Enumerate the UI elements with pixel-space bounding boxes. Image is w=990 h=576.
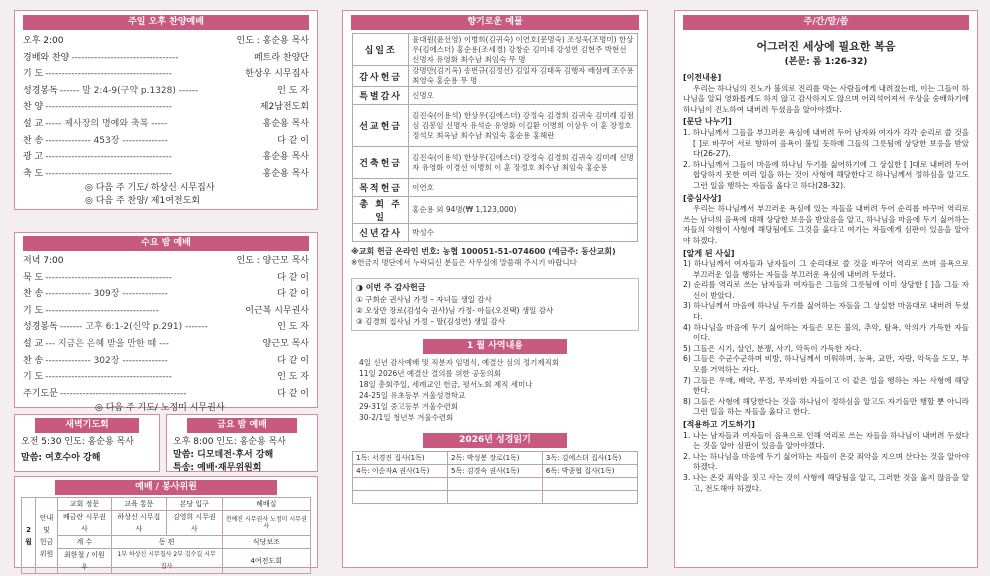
fact-item: 5) 그들은 시기, 살인, 분쟁, 사기, 악독이 가득한 자다. <box>683 343 862 353</box>
fact-item: 8) 그들은 사형에 해당한다는 것을 하나님이 정하심을 알고도 자기들만 행할 뿐 아니라 그런 일을 하는 자들을 옳다고 한다. <box>683 396 969 417</box>
wednesday-row-item: 기 도 <box>23 372 44 383</box>
wednesday-row-detail: -------------- 302장 -------------- <box>45 355 168 366</box>
sunday-row <box>15 33 317 50</box>
bible-reader <box>542 478 637 491</box>
intro-heading: [이전내용] <box>683 73 722 82</box>
volunteers-title: 예배 / 봉사위원 <box>55 480 277 495</box>
sunday-row-detail: ------ 말 2:4-9(구약 p.1328) ------ <box>59 85 199 96</box>
vr4: 전예진 시무권사 노정미 시무권사 <box>222 511 310 536</box>
wednesday-row-detail: --------------------------------------- <box>59 388 187 399</box>
offering-names: 김진숙(이용석) 한상우(김에스더) 강정숙 김경희 김귀숙 김미례 김점심 김봉임 신명자 유석순 유영화 이길환 이병희 이상우 이 훈 장정호 정석모 최옥남 최수남 최임숙 홍순용 홍헤란 <box>409 105 638 147</box>
vr2: 하상신 시무집사 <box>111 511 166 536</box>
wednesday-row-leader: 다 같 이 <box>277 388 309 399</box>
offering-names: 이연호 <box>409 179 638 197</box>
wednesday-row-leader: 인 도 자 <box>277 322 309 333</box>
core-text: 우리는 하나님께서 부끄러운 욕심에 있는 자들을 내버려 두어 순리를 바꾸어 역리로 쓰는 남녀의 음욕에 대해 상당한 보응을 받았음을 알고, 하나님을 마음에 두기 싫어하는 자들의 악함이 사형에 해당됨에도 그것을 옳다고 여기는 자들에게 심판이 있음을 알아야 하겠다. <box>683 204 969 245</box>
core-heading: [중심사상] <box>683 193 722 203</box>
sunday-row-detail: --------------------------------- <box>71 52 179 63</box>
vr1: 배금란 시무권사 <box>58 511 112 536</box>
sunday-title: 주일 오후 찬양예배 <box>23 15 309 30</box>
wednesday-row-detail: ------- 고후 6:1-2(신약 p.291) ------- <box>59 322 208 333</box>
sunday-row <box>15 149 317 166</box>
sunday-row-item: 오후 2:00 <box>23 36 64 46</box>
sunday-row <box>15 50 317 67</box>
fact-item: 7) 그들은 우매, 배약, 무정, 무자비한 자들이고 이 같은 일을 행하는 자는 사형에 해당한다. <box>683 375 969 396</box>
wednesday-row <box>15 253 317 270</box>
vh3: 본당 입구 <box>167 498 222 511</box>
sunday-row <box>15 166 317 183</box>
dawn-title: 새벽기도회 <box>35 418 139 433</box>
sunday-order <box>15 33 317 182</box>
volunteers-table <box>21 497 311 574</box>
sunday-row-leader: 인도 : 홍순용 목사 <box>236 36 309 46</box>
wednesday-row <box>15 319 317 336</box>
apply-2: 2. 나는 하나님을 마음에 두기 싫어하는 자들이 온갖 죄악을 지으며 산다는 것을 알아야 하겠다. <box>683 451 969 472</box>
sermon-header: 주/간/말/씀 <box>683 15 969 30</box>
wednesday-row-detail: --------------------------------------- <box>45 272 172 283</box>
volunteer-month: 2월 <box>22 498 36 574</box>
offering-row <box>353 179 638 197</box>
volunteers-box <box>14 476 318 571</box>
wednesday-row-item: 성경봉독 <box>23 322 58 333</box>
sunday-row-leader: 홍순용 목사 <box>262 152 309 163</box>
sunday-row-leader: 다 같 이 <box>277 135 309 146</box>
wednesday-title: 수요 밤 예배 <box>23 236 309 251</box>
sunday-row-item: 설 교 <box>23 118 44 129</box>
dawn-line-1: 오전 5:30 인도: 홍순용 목사 <box>21 437 134 447</box>
wednesday-service-box <box>14 232 318 414</box>
division-1: 1. 하나님께서 그들을 부끄러운 욕심에 내버려 두어 남자와 여자가 각각 순리로 쓸 것을 [ ]로 바꾸어 서로 향하여 음욕이 불일 듯하매 그들의 그릇됨에 상당한 보응을 받았다(26-27). <box>683 127 969 159</box>
offering-type: 신년감사 <box>353 224 409 242</box>
offering-type: 십일조 <box>353 34 409 66</box>
wednesday-row <box>15 369 317 386</box>
sunday-row-item: 찬 양 <box>23 102 44 113</box>
sunday-row-leader: 홍순용 목사 <box>262 168 309 179</box>
vr6: 1부 하상신 시무집사 2부 김수길 시무집사 <box>111 549 222 574</box>
january-list <box>343 357 647 423</box>
gratitude-box <box>351 278 639 331</box>
bible-reader: 5독: 김경숙 권사(1독) <box>448 465 543 478</box>
bible-reader: 1독: 서경진 집사(1독) <box>353 452 448 465</box>
offering-names: 김진숙(이용석) 한상우(김에스더) 강정숙 김경희 김귀숙 김미례 신명자 유영화 이경선 이병희 이 훈 장정호 최수남 최임숙 홍순용 <box>409 147 638 179</box>
offering-row <box>353 66 638 87</box>
friday-line-2: 말씀: 디모데전·후서 강해 <box>173 450 274 460</box>
wednesday-row-item: 묵 도 <box>23 272 44 283</box>
wednesday-row <box>15 286 317 303</box>
january-item: 18일 총회주일, 세례교인 헌금, 평서노회 제직 세미나 <box>359 380 533 389</box>
sunday-row <box>15 66 317 83</box>
sunday-row-detail: --------------------------------------- <box>45 168 172 179</box>
dawn-prayer-box <box>14 414 160 472</box>
right-panel <box>674 10 978 568</box>
offering-names: 강명만(김기옥) 송번규(김정선) 김일자 김태옥 김행자 배삼례 조수용 최영숙 홍순용 무 명 <box>409 66 638 87</box>
january-item: 4일 신년 감사예배 및 직분자 임명식, 예결산 심의 정기제직회 <box>359 358 560 367</box>
gratitude-item-1: ① 구희순 권사님 가정 – 자녀들 생일 감사 <box>356 295 492 304</box>
bible-row <box>353 465 638 478</box>
january-item: 24-25일 유초등부 겨울성경학교 <box>359 391 466 400</box>
apply-heading: [적용하고 기도하기] <box>683 420 755 429</box>
offering-type: 감사헌금 <box>353 66 409 87</box>
wednesday-row-leader: 인 도 자 <box>277 372 309 383</box>
sunday-row-item: 기 도 <box>23 69 44 80</box>
offering-type: 선교헌금 <box>353 105 409 147</box>
wednesday-row-leader: 다 같 이 <box>277 272 309 283</box>
january-item: 11일 2026년 예결산 결의를 위한 공동의회 <box>359 369 501 378</box>
wednesday-row-detail <box>63 253 236 270</box>
bible-reader: 2독: 박성봉 장로(1독) <box>448 452 543 465</box>
offering-names: 홍순용 외 94명(₩ 1,123,000) <box>409 197 638 224</box>
bible-table <box>352 451 638 504</box>
gratitude-item-2: ② 오상만 장로(김성숙 권사)님 가정- 아들(오진택) 생일 감사 <box>356 306 554 315</box>
account-info: ※교회 헌금 온라인 번호: 농협 100051-51-074600 (예금주: 동산교회) <box>351 247 616 256</box>
vh6: 동 편 <box>111 536 222 549</box>
wednesday-row-item: 기 도 <box>23 305 44 316</box>
offering-type: 총 회 주 일 <box>353 197 409 224</box>
bible-reader <box>448 478 543 491</box>
offering-row <box>353 197 638 224</box>
bible-reader <box>353 478 448 491</box>
vh7: 식당보조 <box>222 536 310 549</box>
account-note: ※헌금지 명단에서 누락되신 분들은 사무실에 말씀해 주시기 바랍니다 <box>351 258 577 267</box>
offering-names: 신명오 <box>409 87 638 105</box>
bible-row <box>353 491 638 504</box>
sunday-note-1: ◎ 다음 주 기도/ 하상신 시무집사 <box>85 183 215 194</box>
middle-panel <box>342 10 648 568</box>
sermon-subtitle: (본문: 롬 1:26-32) <box>784 57 868 67</box>
facts-list <box>683 259 969 418</box>
apply-3: 3. 나는 온갖 죄악을 짓고 사는 것이 사형에 해당됨을 알고, 그러한 것을 옳지 않음을 알고, 전도해야 하겠다. <box>683 472 969 493</box>
bible-row <box>353 478 638 491</box>
sunday-row-detail: --------------------------------------- <box>45 152 172 163</box>
sunday-service-box <box>14 10 318 210</box>
fact-item: 4) 하나님을 마음에 두기 싫어하는 자들은 모든 불의, 추악, 탐욕, 악의가 가득한 자들이다. <box>683 322 969 343</box>
wednesday-row <box>15 303 317 320</box>
sermon-body <box>675 73 977 494</box>
sunday-row-item: 성경봉독 <box>23 85 58 96</box>
sunday-row <box>15 83 317 100</box>
division-heading: [문단 나누기] <box>683 117 732 127</box>
apply-1: 1. 나는 남자들과 여자들이 음욕으로 인해 역리로 쓰는 자들을 하나님이 내버려 두셨다는 것을 알아 심판이 있음을 알아야겠다. <box>683 430 969 451</box>
bible-reader <box>353 491 448 504</box>
friday-line-1: 오후 8:00 인도: 홍순용 목사 <box>173 437 286 447</box>
wednesday-row-item: 설 교 <box>23 338 44 349</box>
offering-row <box>353 34 638 66</box>
january-item: 30-2/1일 청년부 겨울수련회 <box>359 413 454 422</box>
january-item: 29-31일 중고등부 겨울수련회 <box>359 402 459 411</box>
sunday-note-2: ◎ 다음 주 찬양/ 제1여전도회 <box>85 196 200 207</box>
bible-reader: 4독: 이순자A 권사(1독) <box>353 465 448 478</box>
wednesday-note: ◎ 다음 주 기도/ 노정미 시무권사 <box>95 403 225 414</box>
wednesday-row-item: 찬 송 <box>23 355 44 366</box>
offering-type: 특별감사 <box>353 87 409 105</box>
offering-title: 향기로운 예물 <box>351 15 639 30</box>
vh5: 계 수 <box>58 536 112 549</box>
offering-row <box>353 224 638 242</box>
offering-names: 박성수 <box>409 224 638 242</box>
sunday-row-leader: 한상우 시무집사 <box>245 69 309 80</box>
wednesday-row <box>15 270 317 287</box>
wednesday-row-detail: -------------- 309장 -------------- <box>45 289 168 300</box>
volunteer-side-label: 안내 및 헌금 위원 <box>36 498 58 574</box>
vr5: 최한철 / 이원우 <box>58 549 112 574</box>
left-panel <box>14 10 318 571</box>
january-title: 1 월 사역내용 <box>423 339 567 354</box>
sunday-row-leader: 인 도 자 <box>277 85 309 96</box>
bible-reader <box>542 491 637 504</box>
wednesday-row-item: 찬 송 <box>23 289 44 300</box>
sunday-row-item: 경배와 찬양 <box>23 52 70 63</box>
fact-item: 2) 순리를 역리로 쓰는 남자들과 여자들은 그들의 그릇됨에 이미 상당한 [ ]을 그들 자신이 받았다. <box>683 280 969 300</box>
sunday-row-detail: --------------------------------------- <box>45 69 172 80</box>
sunday-row-item: 광 고 <box>23 152 44 163</box>
sunday-row <box>15 133 317 150</box>
offering-names: 윤대원(윤선영) 이병희(김귀숙) 이연호(문명숙) 조성욱(조명미) 한상우(김에스더) 홍순용(조세경) 강창순 김미네 강성연 김현주 박현선 신명자 유영화 최수남 최임숙 무 명 <box>409 34 638 66</box>
sunday-row-item: 찬 송 <box>23 135 44 146</box>
sunday-row-detail: ----- 제사장의 명예와 축복 ----- <box>45 118 168 129</box>
intro-text: 우리는 하나님의 진노가 불의로 진리를 막는 사람들에게 내려졌는데, 이는 그들이 하나님을 알되 영화롭게도 하지 않고 감사하지도 않으며 어리석어져서 우상을 숭배하기에 하나님이 진노하여 내버려 두셨음을 알아야겠다. <box>683 83 969 114</box>
wednesday-row-leader: 다 같 이 <box>277 289 309 300</box>
wednesday-row <box>15 353 317 370</box>
vh2: 교육 통문 <box>111 498 166 511</box>
sunday-row <box>15 99 317 116</box>
wednesday-row-leader: 양근모 목사 <box>262 338 309 349</box>
friday-title: 금요 밤 예배 <box>187 418 297 433</box>
wednesday-order <box>15 253 317 402</box>
vh4: 헤배실 <box>222 498 310 511</box>
gratitude-item-3: ③ 김경희 집사님 가정 – 딸(김성연) 생일 감사 <box>356 317 505 326</box>
wednesday-row-leader: 이근복 시무권사 <box>245 305 309 316</box>
sermon-title: 어그러진 세상에 필요한 복음 <box>756 40 896 53</box>
facts-heading: [알게 된 사실] <box>683 248 735 258</box>
wednesday-row-leader: 다 같 이 <box>277 355 309 366</box>
gratitude-title: ◑ 이번 주 감사헌금 <box>356 283 426 292</box>
offering-row <box>353 105 638 147</box>
bible-reader: 6독: 박종협 집사(1독) <box>542 465 637 478</box>
division-2: 2. 하나님께서 그들이 마음에 하나님 두기를 싫어하기에 그 상실한 [ ]대로 내버려 두어 합당하지 못한 여러 일을 하는 것이 사형에 해당한다고 하나님께서 정하심을 알고도 그런 일을 행하는 자들을 옳다고 하다(28-32). <box>683 159 969 190</box>
wednesday-row-item: 저녁 7:00 <box>23 256 64 266</box>
sunday-row-detail: -------------- 453장 -------------- <box>45 135 168 146</box>
sunday-row-leader: 홍순용 목사 <box>262 118 309 129</box>
wednesday-row-item: 주기도문 <box>23 388 58 399</box>
sunday-row-detail <box>63 33 236 50</box>
friday-line-3: 특송: 예배·재무위원회 <box>173 463 262 473</box>
bible-title: 2026년 성경읽기 <box>423 433 567 448</box>
offering-row <box>353 87 638 105</box>
wednesday-row-detail: --------------------------------------- <box>45 372 172 383</box>
bible-row <box>353 452 638 465</box>
wednesday-row-leader: 인도 : 양근모 목사 <box>236 256 309 266</box>
fact-item: 6) 그들은 수군수군하며 비방, 하나님께서 미워하며, 능욕, 교만, 자랑, 악독을 도모, 부모를 거역하는 자다. <box>683 354 969 375</box>
offering-type: 건축헌금 <box>353 147 409 179</box>
vh1: 교회 정문 <box>58 498 112 511</box>
fact-item: 3) 하나님께서 마음에 하나님 두기를 싫어하는 자들을 그 상실한 마음대로 내버려 두셨다. <box>683 301 969 322</box>
fact-item: 1) 하나님께서 여자들과 남자들이 그 순리대로 쓸 것을 바꾸어 역리로 쓰며 음욕으로 부끄러운 일을 행하는 자들을 부끄러운 욕심에 내버려 두셨다. <box>683 259 969 279</box>
vr7: 4여전도회 <box>222 549 310 574</box>
offering-row <box>353 147 638 179</box>
bible-reader: 3독: 김에스더 집사(1독) <box>542 452 637 465</box>
sunday-row-leader: 제2남전도회 <box>259 102 309 113</box>
friday-service-box <box>166 414 318 472</box>
wednesday-row-detail: ----------------------------------- <box>45 305 159 316</box>
wednesday-row-detail: --- 지금은 은혜 받을 만한 때 --- <box>45 338 169 349</box>
sunday-row-item: 축 도 <box>23 168 44 179</box>
sunday-row-detail: --------------------------------------- <box>45 102 172 113</box>
sunday-row-leader: 페트라 찬양단 <box>253 52 309 63</box>
offering-table <box>352 33 638 242</box>
sunday-row <box>15 116 317 133</box>
wednesday-row <box>15 336 317 353</box>
vr3: 김영희 시무권사 <box>167 511 222 536</box>
bible-reader <box>448 491 543 504</box>
offering-type: 목적헌금 <box>353 179 409 197</box>
wednesday-row <box>15 386 317 403</box>
dawn-line-2: 말씀: 여호수아 강해 <box>21 453 101 463</box>
